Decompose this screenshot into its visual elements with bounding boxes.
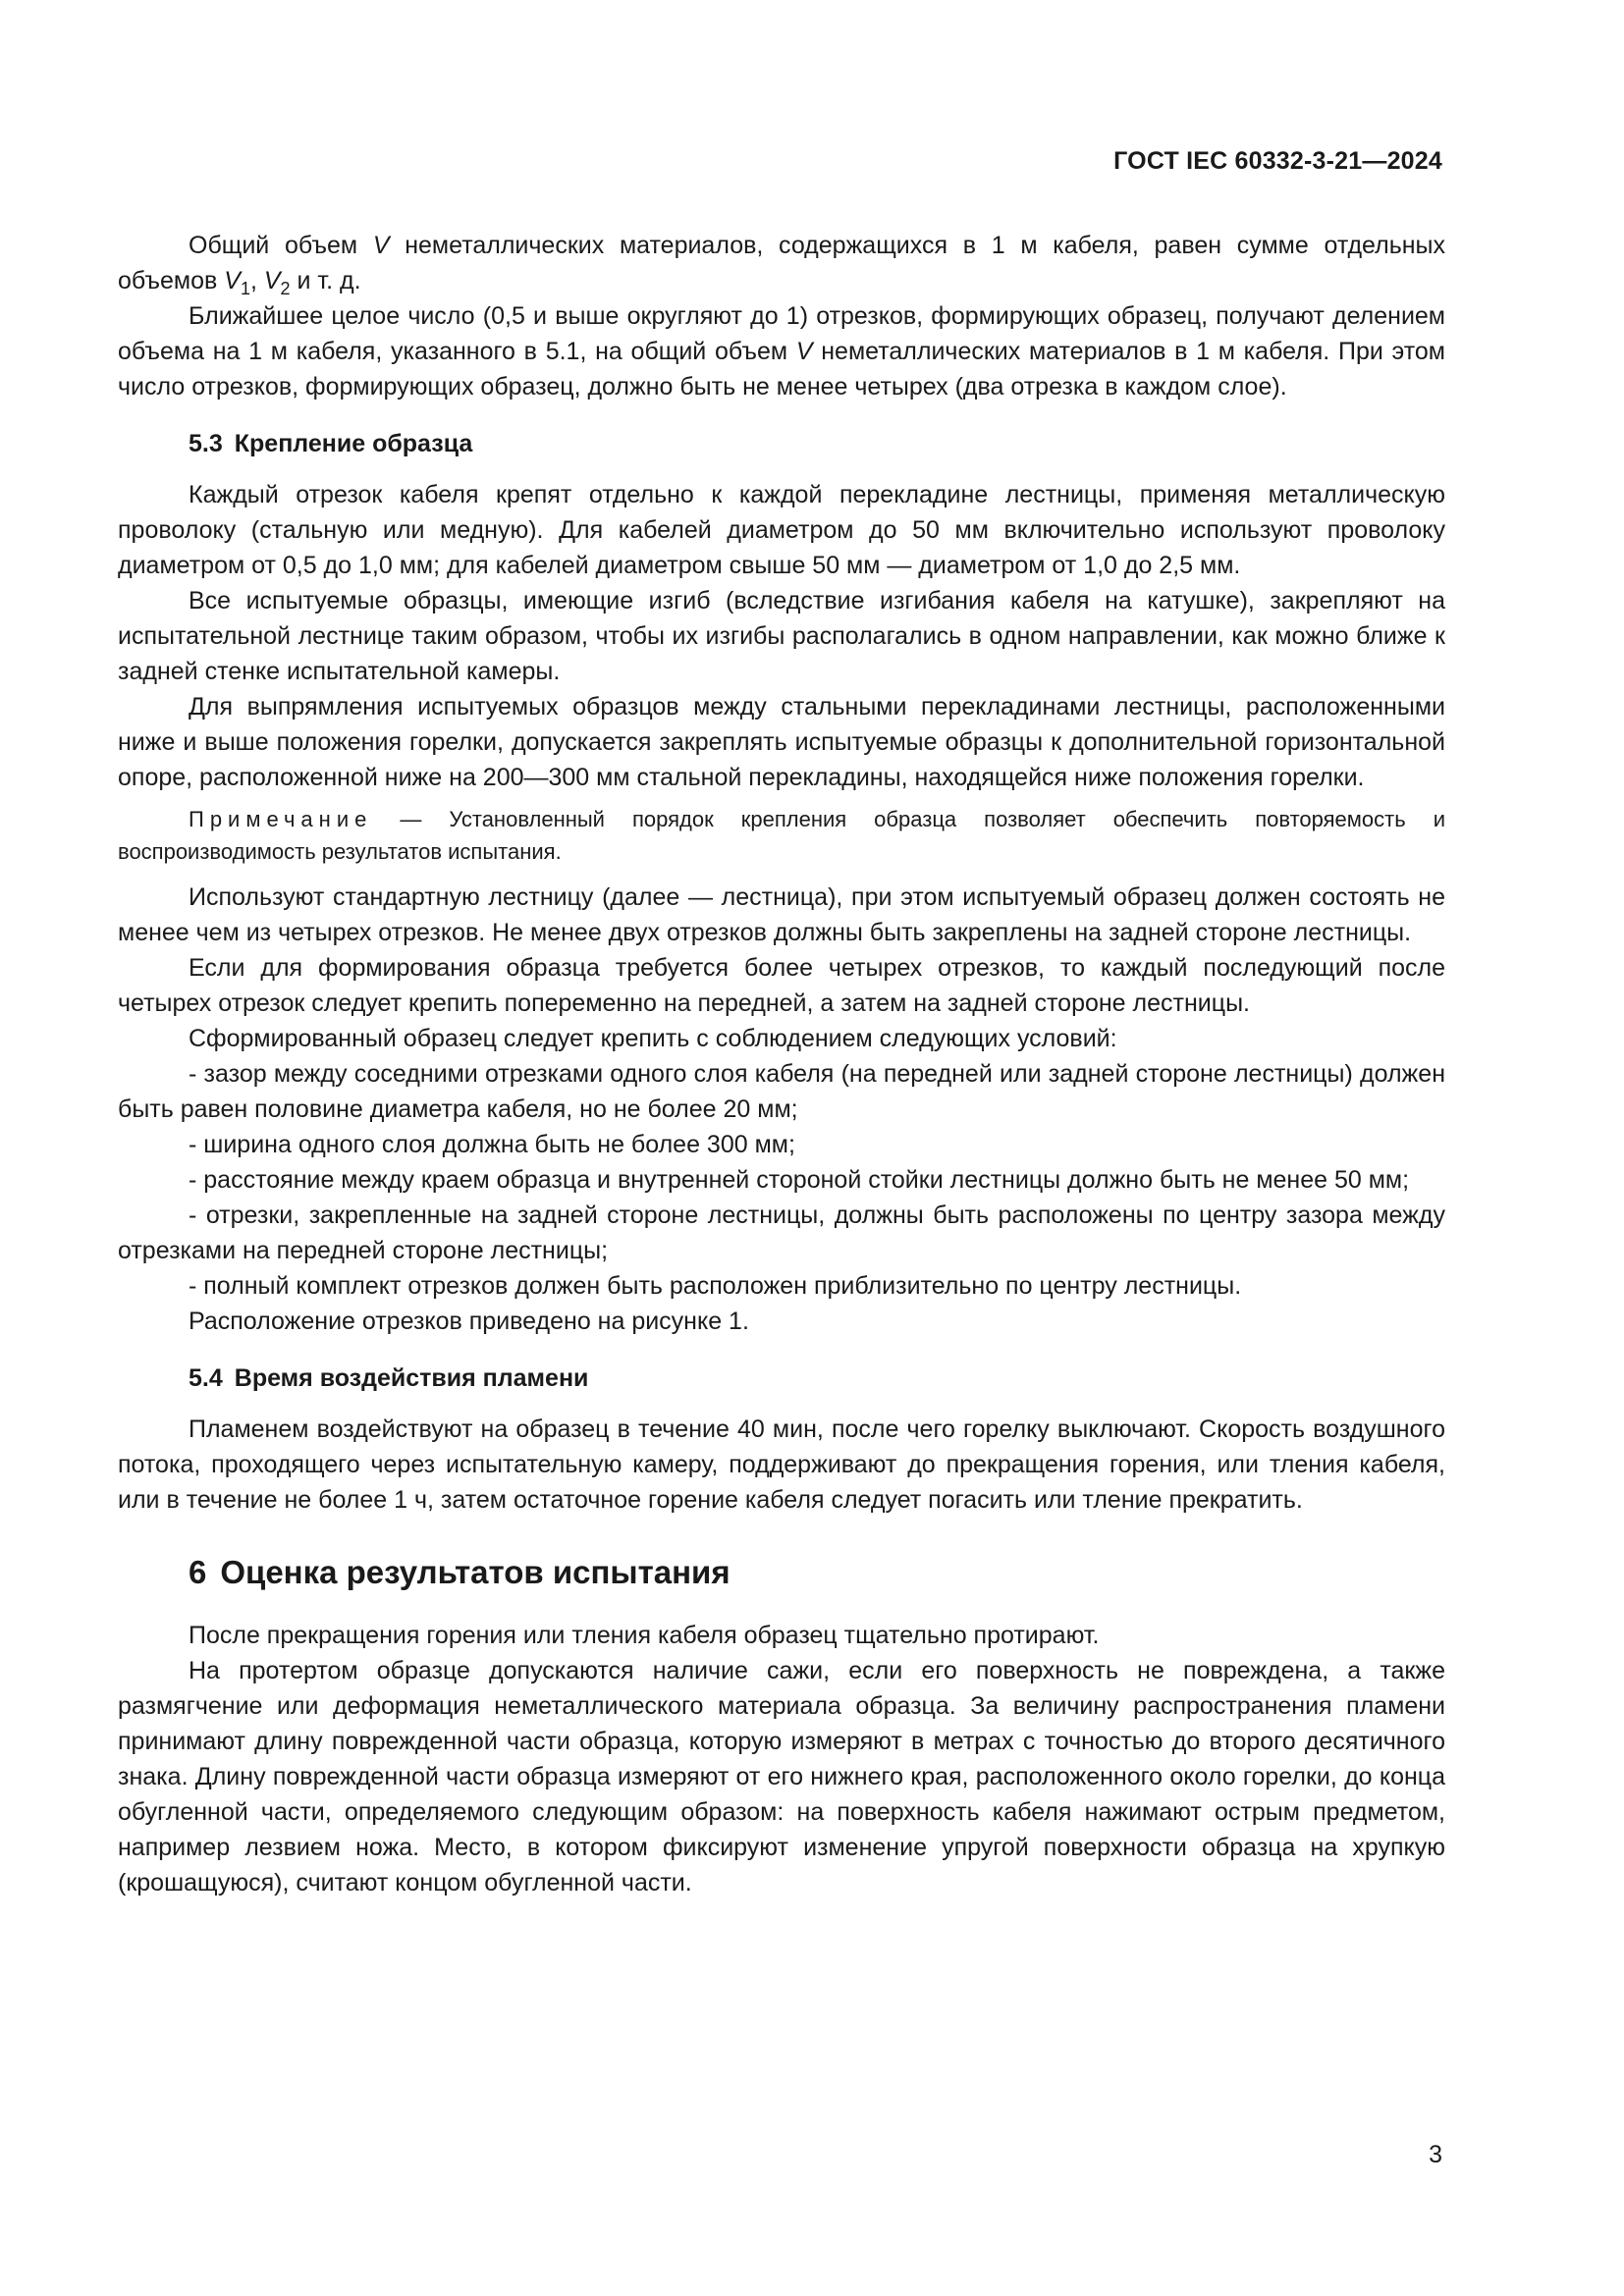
paragraph: Каждый отрезок кабеля крепят отдельно к каждой перекладине лестницы, применяя металлическую проволоку (стальную или медную). Для кабелей диаметром до 50 мм включительно используют проволоку диаметром от 0,5 до 1,0 мм; для кабелей диаметром свыше 50 мм — диаметром от 1,0 до 2,5 мм.: [118, 481, 1445, 579]
paragraph: Сформированный образец следует крепить с соблюдением следующих условий:: [189, 1025, 1117, 1052]
note-label: Примечание: [189, 807, 373, 831]
paragraph: На протертом образце допускаются наличие сажи, если его поверхность не повреждена, а также размягчение или деформация неметаллического материала образца. За величину распространения пламени принимают длину поврежденной части образца, которую измеряют в метрах с точностью до второго десятичного знака. Длину поврежденной части образца измеряют от его нижнего края, расположенного около горелки, до конца обугленной части, определяемого следующим образом: на поверхность кабеля нажимают острым предметом, например лезвием ножа. Место, в котором фиксируют изменение упругой поверхности образца на хрупкую (крошащуюся), считают концом обугленной части.: [118, 1657, 1445, 1896]
paragraph: Пламенем воздействуют на образец в течение 40 мин, после чего горелку выключают. Скорость воздушного потока, проходящего через испытательную камеру, поддерживают до прекращения горения, или тления кабеля, или в течение не более 1 ч, затем остаточное горение кабеля следует погасить или тление прекратить.: [118, 1415, 1445, 1514]
paragraph: Используют стандартную лестницу (далее — лестница), при этом испытуемый образец должен состоять не менее чем из четырех отрезков. Не менее двух отрезков должны быть закреплены на задней стороне лестницы.: [118, 883, 1445, 946]
variable-v: V: [372, 232, 390, 259]
list-item: - ширина одного слоя должна быть не более 300 мм;: [189, 1131, 795, 1158]
paragraph: Для выпрямления испытуемых образцов между стальными перекладинами лестницы, расположенными ниже и выше положения горелки, допускается закреплять испытуемые образцы к дополнительной горизонтальной опоре, расположенной ниже на 200—300 мм стальной перекладины, находящейся ниже положения горелки.: [118, 693, 1445, 791]
section-6-heading: 6 Оценка результатов испытания: [189, 1554, 731, 1590]
note: Примечание — Установленный порядок крепления образца позволяет обеспечить повторяемость и воспроизводимость результатов испытания.: [118, 807, 1445, 864]
section-5-3-heading: 5.3 Крепление образца: [189, 430, 473, 457]
variable-v: V: [795, 338, 813, 365]
page-number: 3: [1429, 2141, 1442, 2168]
paragraph: Расположение отрезков приведено на рисунке 1.: [189, 1308, 749, 1335]
document-body: [118, 228, 1445, 1900]
list-item: - расстояние между краем образца и внутренней стороной стойки лестницы должно быть не менее 50 мм;: [189, 1166, 1410, 1194]
document-header: ГОСТ IEC 60332-3-21—2024: [1113, 147, 1442, 175]
list-item: - полный комплект отрезков должен быть расположен приблизительно по центру лестницы.: [189, 1272, 1242, 1300]
paragraph-segment-count: Ближайшее целое число (0,5 и выше округляют до 1) отрезков, формирующих образец, получают делением объема на 1 м кабеля, указанного в 5.1, на общий объем V неметаллических материалов в 1 м кабеля. При этом число отрезков, формирующих образец, должно быть не менее четырех (два отрезка в каждом слое).: [118, 302, 1445, 400]
list-item: - зазор между соседними отрезками одного слоя кабеля (на передней или задней стороне лестницы) должен быть равен половине диаметра кабеля, но не более 20 мм;: [118, 1060, 1445, 1123]
section-5-4-heading: 5.4 Время воздействия пламени: [189, 1364, 589, 1392]
paragraph: Если для формирования образца требуется более четырех отрезков, то каждый последующий после четырех отрезок следует крепить попеременно на передней, а затем на задней стороне лестницы.: [118, 954, 1445, 1017]
paragraph: Все испытуемые образцы, имеющие изгиб (вследствие изгибания кабеля на катушке), закрепляют на испытательной лестнице таким образом, чтобы их изгибы располагались в одном направлении, как можно ближе к задней стенке испытательной камеры.: [118, 587, 1445, 685]
paragraph-total-volume: Общий объем V неметаллических материалов, содержащихся в 1 м кабеля, равен сумме отдельных объемов $V_1$, $V_2$ и т. д.: [118, 232, 1446, 298]
variable-v2: V: [263, 267, 281, 294]
paragraph: После прекращения горения или тления кабеля образец тщательно протирают.: [189, 1622, 1100, 1649]
variable-v1: V: [224, 267, 241, 294]
list-item: - отрезки, закрепленные на задней стороне лестницы, должны быть расположены по центру зазора между отрезками на передней стороне лестницы;: [118, 1201, 1445, 1264]
